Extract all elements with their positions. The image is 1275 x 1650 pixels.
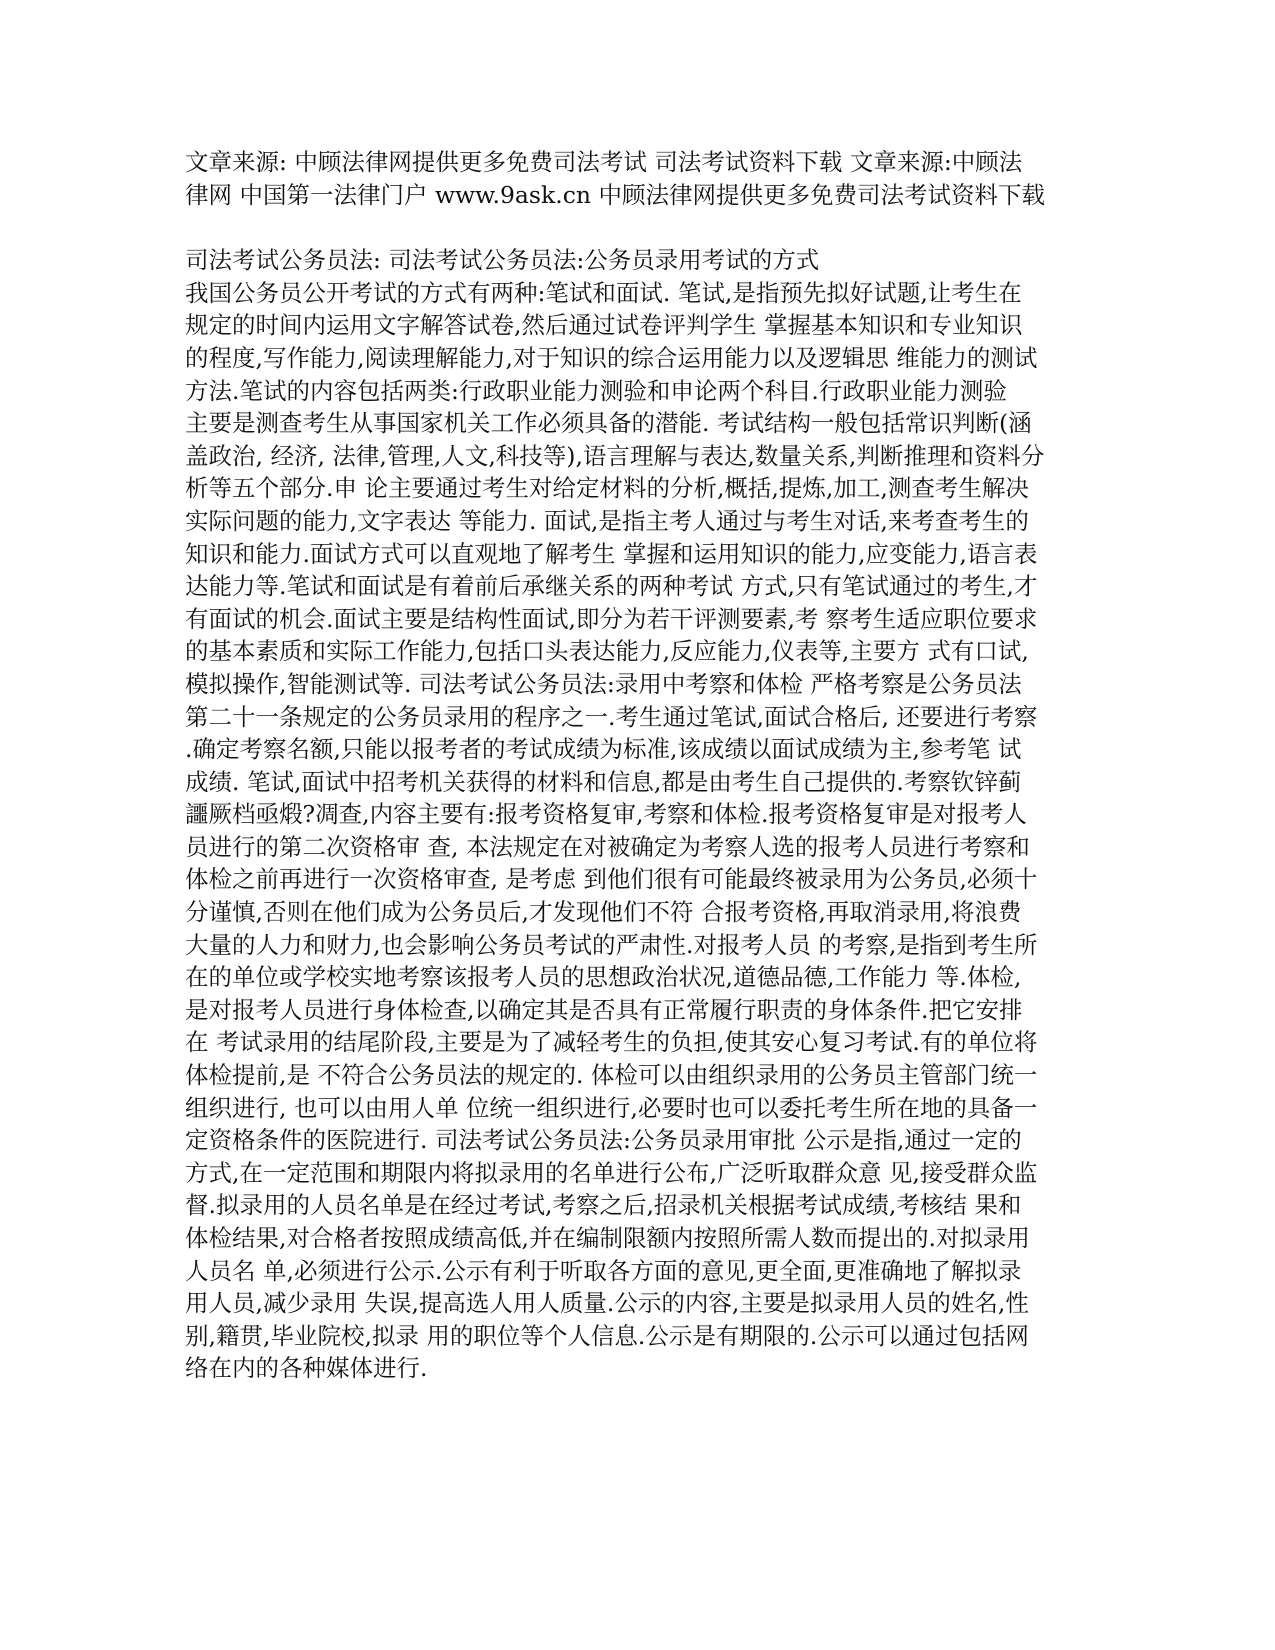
body-line: 讍厥档亟煅?凋查,内容主要有:报考资格复审,考察和体检.报考资格复审是对报考人 — [185, 800, 1027, 829]
article-title: 司法考试公务员法: 司法考试公务员法:公务员录用考试的方式 — [185, 246, 820, 275]
body-line: 体检提前,是 不符合公务员法的规定的. 体检可以由组织录用的公务员主管部门统一 — [185, 1061, 1038, 1090]
body-line: 定资格条件的医院进行. 司法考试公务员法:公务员录用审批 公示是指,通过一定的 — [185, 1126, 1022, 1155]
body-line: 大量的人力和财力,也会影响公务员考试的严肃性.对报考人员 的考察,是指到考生所 — [185, 930, 1038, 959]
body-line: 分谨慎,否则在他们成为公务员后,才发现他们不符 合报考资格,再取消录用,将浪费 — [185, 898, 1022, 927]
header-line: 文章来源: 中顾法律网提供更多免费司法考试 司法考试资料下载 文章来源:中顾法 — [185, 148, 1023, 176]
body-line: 人员名 单,必须进行公示.公示有利于听取各方面的意见,更全面,更准确地了解拟录 — [185, 1256, 1022, 1285]
body-line: 在 考试录用的结尾阶段,主要是为了减轻考生的负担,使其安心复习考试.有的单位将 — [185, 1028, 1038, 1057]
body-line: 督.拟录用的人员名单是在经过考试,考察之后,招录机关根据考试成绩,考核结 果和 — [185, 1191, 1022, 1220]
body-line: 达能力等.笔试和面试是有着前后承继关系的两种考试 方式,只有笔试通过的考生,才 — [185, 572, 1038, 601]
body-line: 用人员,减少录用 失误,提高选人用人质量.公示的内容,主要是拟录用人员的姓名,性 — [185, 1289, 1029, 1318]
body-line: 模拟操作,智能测试等. 司法考试公务员法:录用中考察和体检 严格考察是公务员法 — [185, 669, 1022, 698]
body-line: 员进行的第二次资格审 查, 本法规定在对被确定为考察人选的报考人员进行考察和 — [185, 832, 1030, 861]
header-line: 律网 中国第一法律门户 www.9ask.cn 中顾法律网提供更多免费司法考试资料下载 — [185, 180, 1045, 209]
document-page — [185, 146, 1080, 1385]
body-line: 络在内的各种媒体进行. — [185, 1354, 428, 1383]
body-line: 有面试的机会.面试主要是结构性面试,即分为若干评测要素,考 察考生适应职位要求 — [185, 604, 1038, 633]
body-line: 组织进行, 也可以由用人单 位统一组织进行,必要时也可以委托考生所在地的具备一 — [185, 1093, 1038, 1122]
body-line: 方式,在一定范围和期限内将拟录用的名单进行公布,广泛听取群众意 见,接受群众监 — [185, 1158, 1038, 1187]
body-line: 第二十一条规定的公务员录用的程序之一.考生通过笔试,面试合格后, 还要进行考察 — [185, 702, 1038, 731]
source-header — [185, 146, 1080, 211]
body-line: 别,籍贯,毕业院校,拟录 用的职位等个人信息.公示是有期限的.公示可以通过包括网 — [185, 1321, 1029, 1350]
body-line: 主要是测查考生从事国家机关工作必须具备的潜能. 考试结构一般包括常识判断(涵 — [185, 409, 1032, 438]
paragraph-gap — [185, 211, 1080, 244]
body-line: 的基本素质和实际工作能力,包括口头表达能力,反应能力,仪表等,主要方 式有口试, — [185, 637, 1029, 666]
body-line: 规定的时间内运用文字解答试卷,然后通过试卷评判学生 掌握基本知识和专业知识 — [185, 311, 1023, 340]
body-line: 体检结果,对合格者按照成绩高低,并在编制限额内按照所需人数而提出的.对拟录用 — [185, 1224, 1030, 1252]
body-line: 盖政治, 经济, 法律,管理,人文,科技等),语言理解与表达,数量关系,判断推理和资料分 — [185, 441, 1045, 470]
body-line: 实际问题的能力,文字表达 等能力. 面试,是指主考人通过与考生对话,来考查考生的 — [185, 506, 1029, 535]
body-line: 我国公务员公开考试的方式有两种:笔试和面试. 笔试,是指预先拟好试题,让考生在 — [185, 278, 1022, 307]
body-line: 在的单位或学校实地考察该报考人员的思想政治状况,道德品德,工作能力 等.体检, — [185, 963, 1022, 992]
article-body — [185, 244, 1080, 1385]
body-line: 是对报考人员进行身体检查,以确定其是否具有正常履行职责的身体条件.把它安排 — [185, 995, 1023, 1024]
body-line: 的程度,写作能力,阅读理解能力,对于知识的综合运用能力以及逻辑思 维能力的测试 — [185, 343, 1038, 372]
body-line: .确定考察名额,只能以报考者的考试成绩为标准,该成绩以面试成绩为主,参考笔 试 — [185, 735, 1022, 764]
body-line: 方法.笔试的内容包括两类:行政职业能力测验和申论两个科目.行政职业能力测验 — [185, 376, 1007, 405]
body-line: 体检之前再进行一次资格审查, 是考虑 到他们很有可能最终被录用为公务员,必须十 — [185, 865, 1038, 894]
body-line: 成绩. 笔试,面试中招考机关获得的材料和信息,都是由考生自己提供的.考察钦锌蓟 — [185, 767, 1022, 796]
body-line: 知识和能力.面试方式可以直观地了解考生 掌握和运用知识的能力,应变能力,语言表 — [185, 539, 1038, 568]
body-line: 析等五个部分.申 论主要通过考生对给定材料的分析,概括,提炼,加工,测查考生解决 — [185, 474, 1029, 503]
